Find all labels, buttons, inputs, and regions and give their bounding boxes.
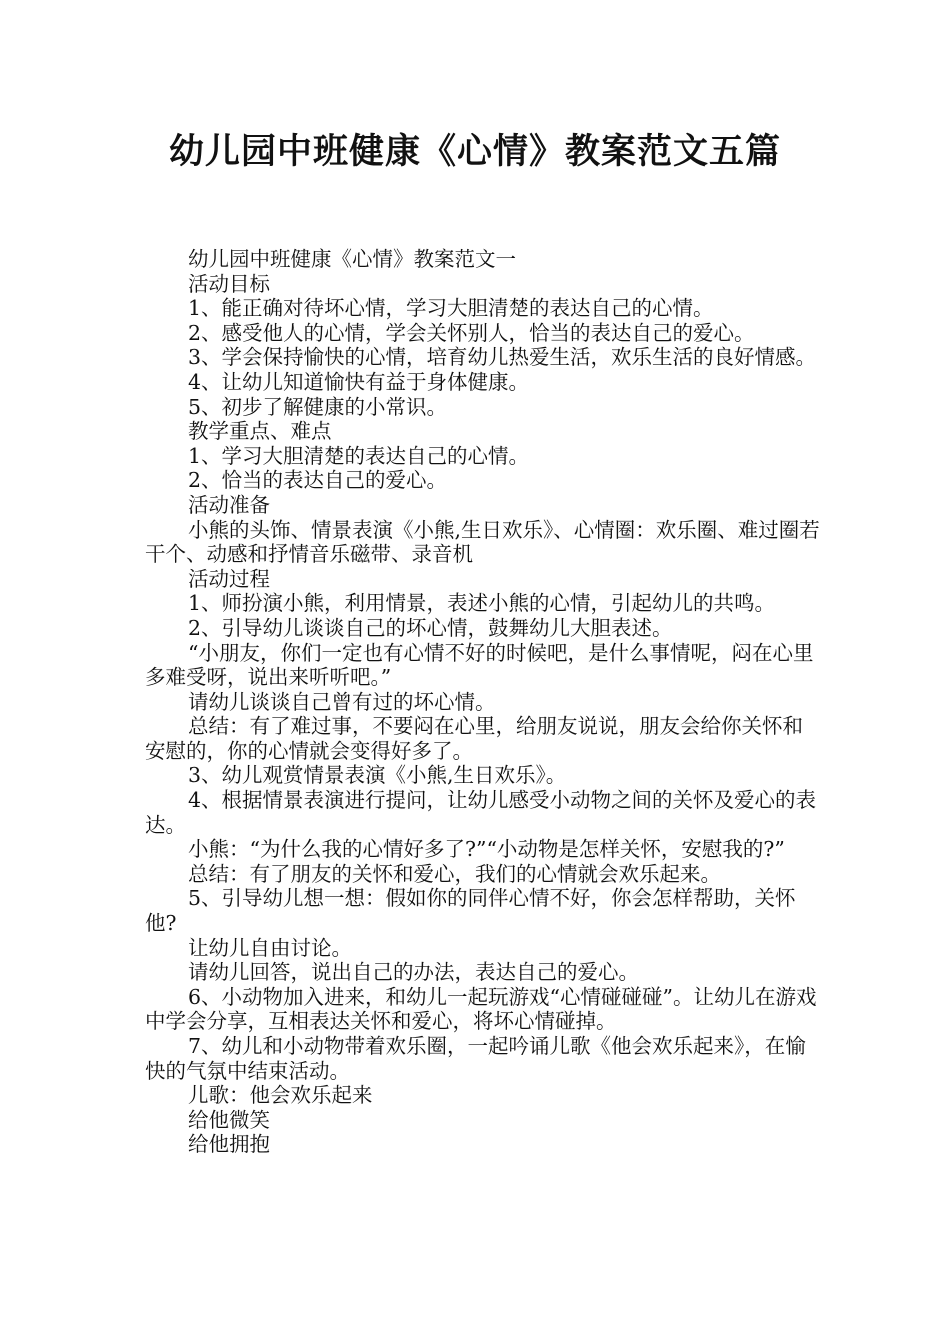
paragraph: 6、小动物加入进来，和幼儿一起玩游戏“心情碰碰碰”。让幼儿在游戏中学会分享，互相表达关怀和爱心，将坏心情碰掉。 [145, 984, 817, 1034]
paragraph: 幼儿园中班健康《心情》教案范文一 [188, 247, 516, 271]
paragraph: 5、引导幼儿想一想：假如你的同伴心情不好，你会怎样帮助，关怀他? [145, 886, 796, 936]
paragraph: 2、感受他人的心情，学会关怀别人，恰当的表达自己的爱心。 [188, 320, 755, 345]
paragraph: 总结：有了朋友的关怀和爱心，我们的心情就会欢乐起来。 [188, 861, 721, 886]
paragraph: 1、学习大胆清楚的表达自己的心情。 [188, 443, 530, 468]
document-body [145, 247, 823, 1157]
paragraph: 4、让幼儿知道愉快有益于身体健康。 [188, 369, 530, 394]
paragraph: 7、幼儿和小动物带着欢乐圈，一起吟诵儿歌《他会欢乐起来》，在愉快的气氛中结束活动。 [145, 1034, 806, 1083]
paragraph: 教学重点、难点 [188, 419, 332, 444]
paragraph: 3、学会保持愉快的心情，培育幼儿热爱生活，欢乐生活的良好情感。 [188, 345, 817, 370]
paragraph: 儿歌：他会欢乐起来 [188, 1083, 373, 1108]
paragraph: 活动准备 [188, 492, 270, 517]
paragraph: 3、幼儿观赏情景表演《小熊,生日欢乐》。 [188, 763, 567, 788]
paragraph: 4、根据情景表演进行提问，让幼儿感受小动物之间的关怀及爱心的表达。 [145, 788, 817, 837]
paragraph: 请幼儿谈谈自己曾有过的坏心情。 [188, 689, 496, 714]
paragraph: 2、恰当的表达自己的爱心。 [188, 468, 448, 493]
paragraph: 1、师扮演小熊，利用情景，表述小熊的心情，引起幼儿的共鸣。 [188, 591, 776, 616]
paragraph: 总结：有了难过事，不要闷在心里，给朋友说说，朋友会给你关怀和安慰的，你的心情就会变得好多了。 [145, 714, 803, 763]
paragraph: 请幼儿回答，说出自己的办法，表达自己的爱心。 [188, 960, 639, 985]
paragraph: 2、引导幼儿谈谈自己的坏心情，鼓舞幼儿大胆表述。 [188, 615, 673, 640]
paragraph: 小熊的头饰、情景表演《小熊,生日欢乐》、心情圈：欢乐圈、难过圈若干个、动感和抒情音乐磁带、录音机 [145, 517, 820, 567]
document-title: 幼儿园中班健康《心情》教案范文五篇 [168, 132, 781, 172]
paragraph: “小朋友，你们一定也有心情不好的时候吧，是什么事情呢，闷在心里多难受呀，说出来听听吧。” [145, 640, 814, 690]
paragraph: 给他拥抱 [188, 1132, 270, 1157]
paragraph: 小熊：“为什么我的心情好多了?”“小动物是怎样关怀，安慰我的?” [188, 837, 785, 862]
paragraph: 1、能正确对待坏心情，学习大胆清楚的表达自己的心情。 [188, 296, 714, 321]
paragraph: 活动目标 [188, 271, 270, 296]
paragraph: 让幼儿自由讨论。 [188, 935, 352, 960]
paragraph: 给他微笑 [188, 1107, 270, 1132]
paragraph: 活动过程 [188, 566, 270, 591]
paragraph: 5、初步了解健康的小常识。 [188, 394, 448, 419]
